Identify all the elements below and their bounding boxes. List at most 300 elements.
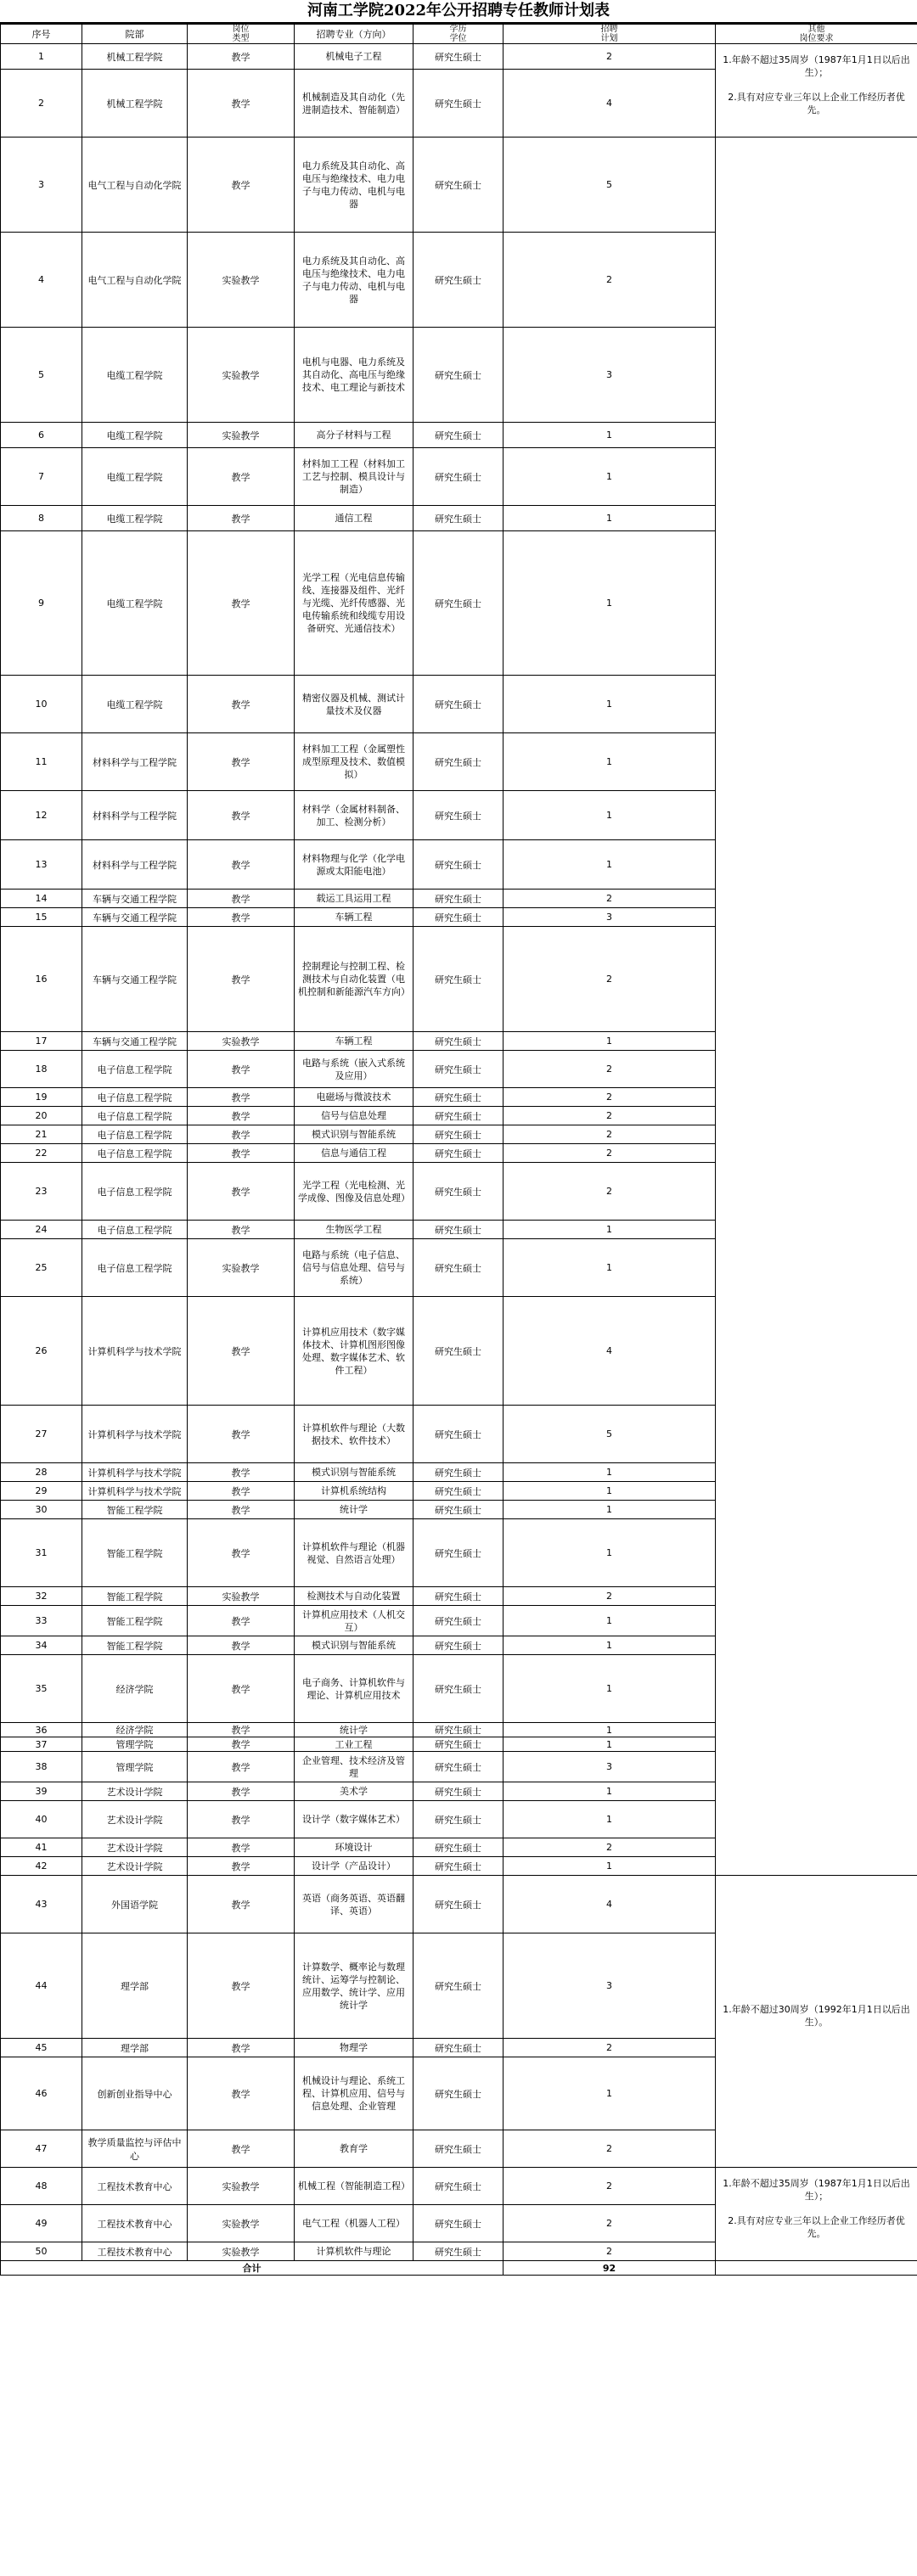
cell-plan: 4	[504, 70, 716, 137]
cell-dept: 机械工程学院	[82, 70, 188, 137]
cell-edu: 研究生硕士	[413, 1752, 504, 1782]
cell-major: 材料加工工程（金属塑性成型原理及技术、数值模拟）	[295, 733, 413, 791]
cell-type: 实验教学	[188, 1239, 295, 1297]
cell-type: 教学	[188, 1737, 295, 1752]
cell-plan: 1	[504, 1239, 716, 1297]
cell-dept: 创新创业指导中心	[82, 2057, 188, 2130]
cell-major: 电子商务、计算机软件与理论、计算机应用技术	[295, 1655, 413, 1723]
cell-dept: 电缆工程学院	[82, 448, 188, 506]
cell-dept: 计算机科学与技术学院	[82, 1482, 188, 1501]
cell-type: 教学	[188, 676, 295, 733]
cell-edu: 研究生硕士	[413, 423, 504, 448]
cell-type: 教学	[188, 1221, 295, 1239]
cell-dept: 车辆与交通工程学院	[82, 1032, 188, 1051]
header-plan-bottom: 计划	[600, 34, 618, 43]
cell-major: 生物医学工程	[295, 1221, 413, 1239]
cell-plan: 1	[504, 1519, 716, 1587]
cell-edu: 研究生硕士	[413, 1801, 504, 1838]
cell-edu: 研究生硕士	[413, 908, 504, 927]
cell-edu: 研究生硕士	[413, 1782, 504, 1801]
cell-plan: 2	[504, 2130, 716, 2168]
note-empty-1	[716, 137, 917, 1876]
cell-major: 工业工程	[295, 1737, 413, 1752]
cell-major: 设计学（产品设计）	[295, 1857, 413, 1876]
cell-major: 模式识别与智能系统	[295, 1463, 413, 1482]
table-row	[1, 1876, 917, 1933]
cell-edu: 研究生硕士	[413, 233, 504, 328]
cell-major: 控制理论与控制工程、检测技术与自动化装置（电机控制和新能源汽车方向）	[295, 927, 413, 1032]
cell-type: 实验教学	[188, 423, 295, 448]
cell-major: 材料物理与化学（化学电源或太阳能电池）	[295, 840, 413, 890]
cell-type: 教学	[188, 506, 295, 531]
cell-plan: 1	[504, 2057, 716, 2130]
cell-dept: 电缆工程学院	[82, 423, 188, 448]
cell-seq: 8	[1, 506, 82, 531]
cell-seq: 21	[1, 1125, 82, 1144]
cell-edu: 研究生硕士	[413, 1125, 504, 1144]
cell-type: 实验教学	[188, 328, 295, 423]
cell-dept: 车辆与交通工程学院	[82, 890, 188, 908]
cell-major: 电机与电器、电力系统及其自动化、高电压与绝缘技术、电工理论与新技术	[295, 328, 413, 423]
cell-seq: 44	[1, 1933, 82, 2039]
cell-dept: 电缆工程学院	[82, 506, 188, 531]
cell-major: 电磁场与微波技术	[295, 1088, 413, 1107]
cell-major: 载运工具运用工程	[295, 890, 413, 908]
cell-type: 教学	[188, 44, 295, 70]
cell-plan: 1	[504, 1801, 716, 1838]
cell-major: 通信工程	[295, 506, 413, 531]
header-other	[716, 25, 917, 44]
cell-seq: 20	[1, 1107, 82, 1125]
cell-edu: 研究生硕士	[413, 890, 504, 908]
cell-dept: 计算机科学与技术学院	[82, 1463, 188, 1482]
cell-major: 环境设计	[295, 1838, 413, 1857]
cell-plan: 1	[504, 1655, 716, 1723]
cell-seq: 39	[1, 1782, 82, 1801]
cell-edu: 研究生硕士	[413, 328, 504, 423]
cell-dept: 智能工程学院	[82, 1587, 188, 1606]
cell-edu: 研究生硕士	[413, 1519, 504, 1587]
cell-type: 实验教学	[188, 233, 295, 328]
cell-major: 计算数学、概率论与数理统计、运筹学与控制论、应用数学、统计学、应用统计学	[295, 1933, 413, 2039]
cell-major: 统计学	[295, 1501, 413, 1519]
cell-dept: 电缆工程学院	[82, 676, 188, 733]
cell-major: 车辆工程	[295, 908, 413, 927]
cell-edu: 研究生硕士	[413, 791, 504, 840]
cell-plan: 1	[504, 1032, 716, 1051]
cell-seq: 43	[1, 1876, 82, 1933]
cell-edu: 研究生硕士	[413, 1051, 504, 1088]
cell-seq: 1	[1, 44, 82, 70]
cell-type: 教学	[188, 1051, 295, 1088]
cell-edu: 研究生硕士	[413, 70, 504, 137]
header-edu-bottom: 学位	[449, 34, 467, 43]
cell-seq: 25	[1, 1239, 82, 1297]
cell-dept: 经济学院	[82, 1655, 188, 1723]
cell-plan: 1	[504, 423, 716, 448]
cell-major: 机械电子工程	[295, 44, 413, 70]
cell-seq: 32	[1, 1587, 82, 1606]
cell-plan: 1	[504, 1636, 716, 1655]
cell-type: 教学	[188, 1801, 295, 1838]
header-row	[1, 25, 917, 44]
cell-major: 企业管理、技术经济及管理	[295, 1752, 413, 1782]
cell-dept: 电气工程与自动化学院	[82, 137, 188, 233]
cell-plan: 2	[504, 2205, 716, 2242]
cell-dept: 车辆与交通工程学院	[82, 927, 188, 1032]
cell-edu: 研究生硕士	[413, 1088, 504, 1107]
cell-major: 电路与系统（嵌入式系统及应用）	[295, 1051, 413, 1088]
cell-dept: 电子信息工程学院	[82, 1144, 188, 1163]
cell-edu: 研究生硕士	[413, 1463, 504, 1482]
header-plan-top: 招聘	[600, 25, 618, 34]
cell-major: 高分子材料与工程	[295, 423, 413, 448]
cell-edu: 研究生硕士	[413, 2205, 504, 2242]
cell-major: 计算机应用技术（人机交互）	[295, 1606, 413, 1636]
note-text: 1.年龄不超过35周岁（1987年1月1日以后出生）；	[723, 53, 910, 78]
cell-seq: 29	[1, 1482, 82, 1501]
cell-plan: 1	[504, 1782, 716, 1801]
cell-plan: 1	[504, 506, 716, 531]
cell-edu: 研究生硕士	[413, 1221, 504, 1239]
cell-plan: 1	[504, 1723, 716, 1737]
cell-dept: 工程技术教育中心	[82, 2205, 188, 2242]
cell-dept: 外国语学院	[82, 1876, 188, 1933]
cell-plan: 2	[504, 927, 716, 1032]
header-plan	[504, 25, 716, 44]
cell-major: 信号与信息处理	[295, 1107, 413, 1125]
cell-seq: 48	[1, 2168, 82, 2205]
cell-type: 教学	[188, 791, 295, 840]
cell-dept: 材料科学与工程学院	[82, 840, 188, 890]
cell-type: 教学	[188, 1838, 295, 1857]
header-other-top: 其他	[807, 25, 825, 34]
cell-edu: 研究生硕士	[413, 1587, 504, 1606]
cell-seq: 47	[1, 2130, 82, 2168]
header-major: 招聘专业（方向）	[295, 25, 413, 44]
cell-major: 美术学	[295, 1782, 413, 1801]
cell-major: 模式识别与智能系统	[295, 1636, 413, 1655]
cell-seq: 17	[1, 1032, 82, 1051]
cell-plan: 1	[504, 1737, 716, 1752]
cell-seq: 9	[1, 531, 82, 676]
cell-type: 教学	[188, 70, 295, 137]
cell-edu: 研究生硕士	[413, 1501, 504, 1519]
cell-plan: 2	[504, 2039, 716, 2057]
cell-major: 车辆工程	[295, 1032, 413, 1051]
cell-seq: 12	[1, 791, 82, 840]
cell-dept: 智能工程学院	[82, 1519, 188, 1587]
header-type	[188, 25, 295, 44]
cell-type: 教学	[188, 1606, 295, 1636]
cell-seq: 37	[1, 1737, 82, 1752]
cell-seq: 4	[1, 233, 82, 328]
cell-plan: 1	[504, 1482, 716, 1501]
cell-major: 物理学	[295, 2039, 413, 2057]
cell-edu: 研究生硕士	[413, 1636, 504, 1655]
cell-edu: 研究生硕士	[413, 1163, 504, 1221]
header-type-top: 岗位	[232, 25, 250, 34]
header-other-bottom: 岗位要求	[799, 34, 834, 43]
cell-plan: 1	[504, 840, 716, 890]
cell-type: 教学	[188, 733, 295, 791]
cell-edu: 研究生硕士	[413, 2039, 504, 2057]
cell-type: 实验教学	[188, 2205, 295, 2242]
cell-seq: 36	[1, 1723, 82, 1737]
cell-seq: 49	[1, 2205, 82, 2242]
cell-seq: 41	[1, 1838, 82, 1857]
cell-plan: 3	[504, 328, 716, 423]
cell-seq: 10	[1, 676, 82, 733]
cell-edu: 研究生硕士	[413, 1239, 504, 1297]
cell-edu: 研究生硕士	[413, 1933, 504, 2039]
cell-major: 计算机应用技术（数字媒体技术、计算机图形图像处理、数字媒体艺术、软件工程）	[295, 1297, 413, 1406]
cell-major: 计算机软件与理论（机器视觉、自然语言处理）	[295, 1519, 413, 1587]
cell-type: 教学	[188, 908, 295, 927]
cell-plan: 3	[504, 1752, 716, 1782]
cell-seq: 13	[1, 840, 82, 890]
cell-plan: 1	[504, 791, 716, 840]
cell-edu: 研究生硕士	[413, 1144, 504, 1163]
cell-type: 教学	[188, 2130, 295, 2168]
cell-seq: 15	[1, 908, 82, 927]
cell-type: 教学	[188, 927, 295, 1032]
total-row	[1, 2261, 917, 2276]
cell-type: 教学	[188, 1519, 295, 1587]
cell-plan: 1	[504, 1857, 716, 1876]
cell-major: 机械设计与理论、系统工程、计算机应用、信号与信息处理、企业管理	[295, 2057, 413, 2130]
cell-seq: 38	[1, 1752, 82, 1782]
cell-plan: 3	[504, 908, 716, 927]
cell-edu: 研究生硕士	[413, 1406, 504, 1463]
cell-seq: 24	[1, 1221, 82, 1239]
cell-plan: 2	[504, 1107, 716, 1125]
cell-edu: 研究生硕士	[413, 1737, 504, 1752]
cell-plan: 2	[504, 2242, 716, 2261]
table-row	[1, 44, 917, 70]
cell-dept: 车辆与交通工程学院	[82, 908, 188, 927]
cell-dept: 电气工程与自动化学院	[82, 233, 188, 328]
cell-plan: 1	[504, 448, 716, 506]
cell-edu: 研究生硕士	[413, 1032, 504, 1051]
cell-edu: 研究生硕士	[413, 2168, 504, 2205]
cell-seq: 45	[1, 2039, 82, 2057]
table-row	[1, 137, 917, 233]
cell-plan: 2	[504, 1163, 716, 1221]
cell-major: 设计学（数字媒体艺术）	[295, 1801, 413, 1838]
cell-type: 教学	[188, 448, 295, 506]
cell-major: 材料加工工程（材料加工工艺与控制、模具设计与制造）	[295, 448, 413, 506]
cell-edu: 研究生硕士	[413, 44, 504, 70]
cell-dept: 工程技术教育中心	[82, 2242, 188, 2261]
cell-dept: 管理学院	[82, 1752, 188, 1782]
cell-plan: 2	[504, 1838, 716, 1857]
cell-type: 教学	[188, 1463, 295, 1482]
cell-seq: 33	[1, 1606, 82, 1636]
cell-seq: 23	[1, 1163, 82, 1221]
cell-plan: 4	[504, 1876, 716, 1933]
cell-major: 英语（商务英语、英语翻译、英语）	[295, 1876, 413, 1933]
cell-dept: 艺术设计学院	[82, 1801, 188, 1838]
cell-edu: 研究生硕士	[413, 676, 504, 733]
cell-plan: 1	[504, 1501, 716, 1519]
recruitment-plan-table	[0, 24, 917, 2276]
header-seq: 序号	[1, 25, 82, 44]
cell-edu: 研究生硕士	[413, 1876, 504, 1933]
cell-plan: 2	[504, 1587, 716, 1606]
note-group-1	[716, 44, 917, 137]
cell-seq: 40	[1, 1801, 82, 1838]
cell-seq: 26	[1, 1297, 82, 1406]
note-group-2	[716, 1876, 917, 2168]
cell-type: 教学	[188, 1876, 295, 1933]
cell-edu: 研究生硕士	[413, 137, 504, 233]
cell-type: 教学	[188, 1636, 295, 1655]
header-edu-top: 学历	[449, 25, 467, 34]
cell-plan: 5	[504, 137, 716, 233]
cell-major: 电力系统及其自动化、高电压与绝缘技术、电力电子与电力传动、电机与电器	[295, 137, 413, 233]
cell-edu: 研究生硕士	[413, 1655, 504, 1723]
cell-dept: 理学部	[82, 2039, 188, 2057]
cell-dept: 电子信息工程学院	[82, 1088, 188, 1107]
cell-dept: 材料科学与工程学院	[82, 791, 188, 840]
cell-type: 教学	[188, 531, 295, 676]
cell-type: 教学	[188, 840, 295, 890]
cell-type: 教学	[188, 1857, 295, 1876]
cell-type: 教学	[188, 1933, 295, 2039]
cell-dept: 计算机科学与技术学院	[82, 1297, 188, 1406]
cell-major: 机械制造及其自动化（先进制造技术、智能制造）	[295, 70, 413, 137]
cell-dept: 电子信息工程学院	[82, 1051, 188, 1088]
page-title: 河南工学院2022年公开招聘专任教师计划表	[0, 0, 917, 24]
cell-seq: 14	[1, 890, 82, 908]
cell-major: 计算机系统结构	[295, 1482, 413, 1501]
table-body	[1, 44, 917, 2261]
cell-major: 模式识别与智能系统	[295, 1125, 413, 1144]
header-edu	[413, 25, 504, 44]
cell-seq: 5	[1, 328, 82, 423]
cell-type: 教学	[188, 1782, 295, 1801]
cell-edu: 研究生硕士	[413, 2130, 504, 2168]
cell-plan: 3	[504, 1933, 716, 2039]
cell-plan: 1	[504, 676, 716, 733]
cell-dept: 计算机科学与技术学院	[82, 1406, 188, 1463]
cell-edu: 研究生硕士	[413, 1297, 504, 1406]
cell-dept: 理学部	[82, 1933, 188, 2039]
cell-edu: 研究生硕士	[413, 506, 504, 531]
cell-plan: 1	[504, 1463, 716, 1482]
cell-type: 教学	[188, 1406, 295, 1463]
cell-major: 教育学	[295, 2130, 413, 2168]
cell-dept: 管理学院	[82, 1737, 188, 1752]
cell-type: 教学	[188, 1723, 295, 1737]
cell-dept: 艺术设计学院	[82, 1838, 188, 1857]
cell-dept: 教学质量监控与评估中心	[82, 2130, 188, 2168]
cell-major: 计算机软件与理论	[295, 2242, 413, 2261]
cell-dept: 电子信息工程学院	[82, 1107, 188, 1125]
cell-major: 精密仪器及机械、测试计量技术及仪器	[295, 676, 413, 733]
cell-edu: 研究生硕士	[413, 1723, 504, 1737]
cell-seq: 19	[1, 1088, 82, 1107]
cell-edu: 研究生硕士	[413, 1107, 504, 1125]
cell-major: 电气工程（机器人工程）	[295, 2205, 413, 2242]
cell-major: 光学工程（光电检测、光学成像、图像及信息处理）	[295, 1163, 413, 1221]
cell-type: 教学	[188, 1501, 295, 1519]
note-text: 1.年龄不超过35周岁（1987年1月1日以后出生）；	[723, 2177, 910, 2202]
cell-type: 教学	[188, 2057, 295, 2130]
cell-seq: 18	[1, 1051, 82, 1088]
cell-seq: 3	[1, 137, 82, 233]
cell-major: 材料学（金属材料制备、加工、检测分析）	[295, 791, 413, 840]
cell-plan: 2	[504, 890, 716, 908]
cell-plan: 2	[504, 1144, 716, 1163]
cell-dept: 艺术设计学院	[82, 1857, 188, 1876]
cell-dept: 机械工程学院	[82, 44, 188, 70]
cell-type: 教学	[188, 1297, 295, 1406]
cell-edu: 研究生硕士	[413, 733, 504, 791]
cell-seq: 46	[1, 2057, 82, 2130]
cell-plan: 1	[504, 1606, 716, 1636]
note-text: 2.具有对应专业三年以上企业工作经历者优先。	[728, 2214, 905, 2239]
cell-dept: 电缆工程学院	[82, 531, 188, 676]
cell-seq: 27	[1, 1406, 82, 1463]
total-value: 92	[504, 2261, 716, 2276]
cell-type: 教学	[188, 1655, 295, 1723]
header-dept: 院部	[82, 25, 188, 44]
cell-seq: 30	[1, 1501, 82, 1519]
cell-major: 电路与系统（电子信息、信号与信息处理、信号与系统）	[295, 1239, 413, 1297]
cell-plan: 4	[504, 1297, 716, 1406]
cell-type: 实验教学	[188, 2168, 295, 2205]
cell-type: 实验教学	[188, 2242, 295, 2261]
cell-seq: 7	[1, 448, 82, 506]
cell-plan: 2	[504, 1088, 716, 1107]
total-empty	[716, 2261, 917, 2276]
total-label: 合计	[1, 2261, 504, 2276]
cell-dept: 电缆工程学院	[82, 328, 188, 423]
cell-plan: 2	[504, 1051, 716, 1088]
cell-dept: 工程技术教育中心	[82, 2168, 188, 2205]
cell-edu: 研究生硕士	[413, 1606, 504, 1636]
cell-edu: 研究生硕士	[413, 2057, 504, 2130]
cell-seq: 2	[1, 70, 82, 137]
cell-major: 计算机软件与理论（大数据技术、软件技术）	[295, 1406, 413, 1463]
cell-type: 教学	[188, 1107, 295, 1125]
cell-major: 光学工程（光电信息传输线、连接器及组件、光纤与光缆、光纤传感器、光电传输系统和线缆专用设备研究、光通信技术）	[295, 531, 413, 676]
cell-edu: 研究生硕士	[413, 1857, 504, 1876]
cell-type: 教学	[188, 890, 295, 908]
cell-plan: 2	[504, 233, 716, 328]
cell-seq: 28	[1, 1463, 82, 1482]
cell-seq: 6	[1, 423, 82, 448]
cell-dept: 材料科学与工程学院	[82, 733, 188, 791]
cell-dept: 智能工程学院	[82, 1636, 188, 1655]
cell-edu: 研究生硕士	[413, 531, 504, 676]
cell-plan: 1	[504, 1221, 716, 1239]
cell-type: 教学	[188, 137, 295, 233]
cell-dept: 艺术设计学院	[82, 1782, 188, 1801]
cell-type: 教学	[188, 1088, 295, 1107]
cell-seq: 16	[1, 927, 82, 1032]
cell-type: 教学	[188, 1144, 295, 1163]
cell-plan: 2	[504, 1125, 716, 1144]
cell-seq: 42	[1, 1857, 82, 1876]
cell-dept: 经济学院	[82, 1723, 188, 1737]
note-text: 2.具有对应专业三年以上企业工作经历者优先。	[728, 91, 905, 115]
cell-dept: 电子信息工程学院	[82, 1163, 188, 1221]
cell-type: 教学	[188, 1752, 295, 1782]
cell-seq: 22	[1, 1144, 82, 1163]
